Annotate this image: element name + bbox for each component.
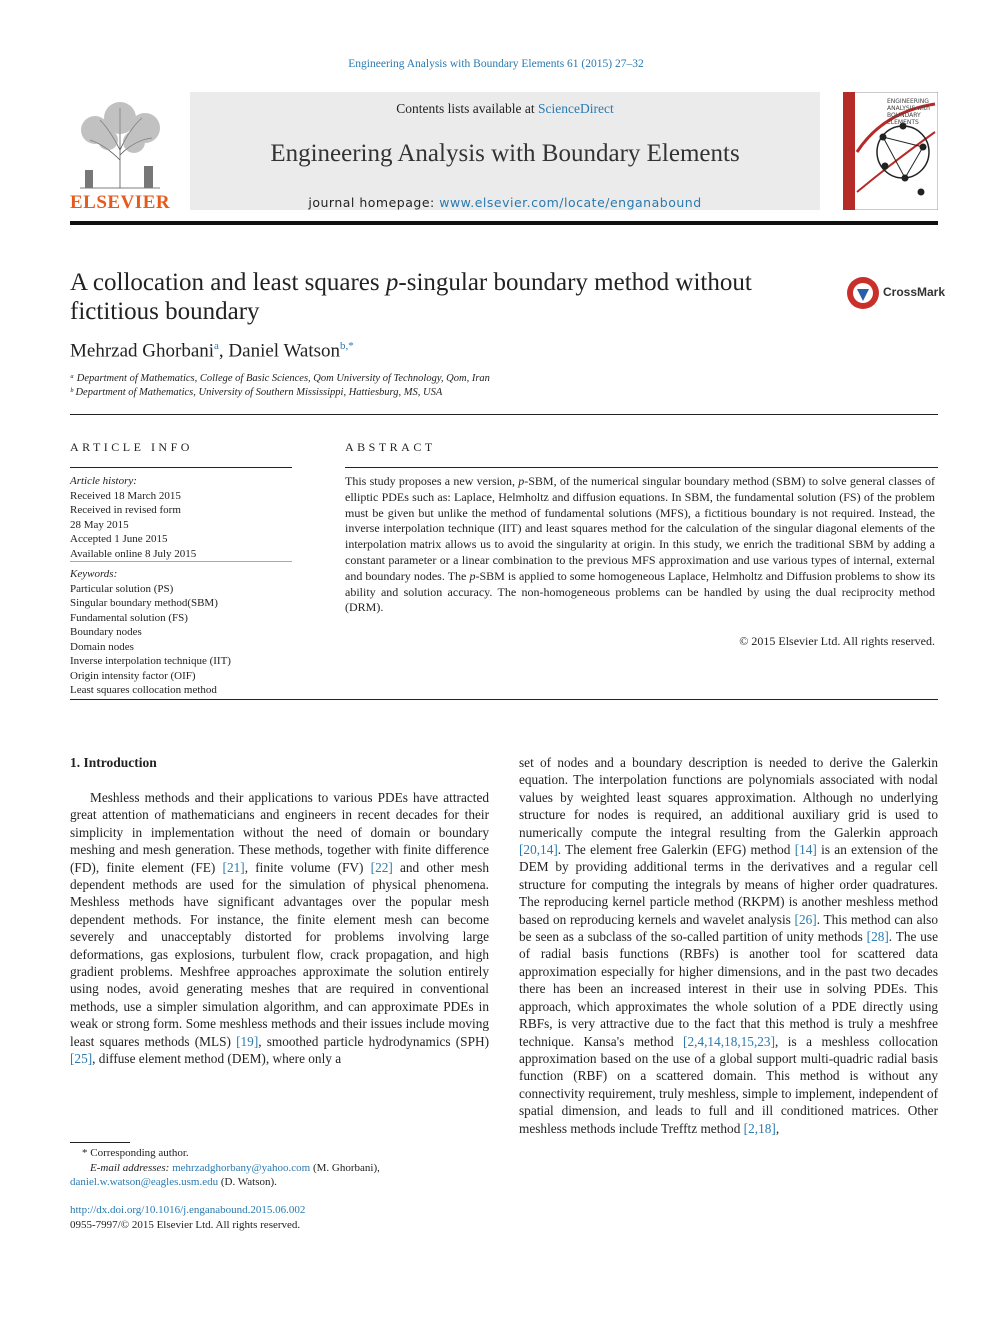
intro-column-left (70, 789, 489, 1068)
author-name: Daniel Watson (228, 340, 340, 362)
history-item: Received in revised form (70, 504, 181, 516)
body-text: set of nodes and a boundary description is needed to derive the Galerkin equation. The interpolation functions are polynomials associated with nodal values by weighted least squares approximation. Although no underlying structure for nodes is required, an additional auxiliary grid is used to numerically compute the integral resulting from the Galerkin approach (519, 755, 938, 840)
email-line (70, 1175, 277, 1190)
abstract-part: -SBM, of the numerical singular boundary method (SBM) to solve general classes of elliptic PDEs such as: Laplace, Helmholtz and diffusion equations. In SBM, the fundamental solution (FS) of the problem must be given but unlike the method of fundamental solutions (MFS), a fictitious boundary is not required. Instead, the inverse interpolation technique (IIT) and least squares method for the calculation of the singular diagonal elements of the interpolation matrix allows us to avoid the singularity at origin. In this study, we enrich the traditional SBM by adding a constant parameter or a linear combination to the previous MFS approximation and use various types of internal, external and boundary nodes. The (345, 474, 935, 583)
publisher-name: ELSEVIER (70, 192, 171, 213)
cover-text-3: BOUNDARY (887, 112, 921, 119)
keyword-item: Singular boundary method(SBM) (70, 597, 218, 609)
citation-link[interactable]: [26] (794, 911, 817, 927)
journal-homepage (190, 195, 820, 210)
affiliation-a: ᵃ Department of Mathematics, College of Basic Sciences, Qom University of Technology, Qom, Iran (70, 373, 490, 384)
keywords-label: Keywords: (70, 568, 118, 580)
affiliation-marker[interactable]: b,* (340, 340, 354, 352)
cover-text-1: ENGINEERING (887, 98, 929, 105)
abstract-rule (345, 467, 938, 468)
email-owner: (M. Ghorbani), (310, 1162, 380, 1174)
keyword-item: Particular solution (PS) (70, 582, 174, 595)
homepage-prefix: journal homepage: (308, 195, 440, 210)
paper-title (70, 268, 830, 326)
email-label: E-mail addresses: (90, 1162, 173, 1174)
cover-text-4: ELEMENTS (887, 119, 919, 126)
title-part-2: -singular boundary method without (398, 269, 752, 296)
article-info-rule (70, 467, 292, 468)
keyword-item: Inverse interpolation technique (IIT) (70, 655, 231, 667)
abstract-part: -SBM is applied to some homogeneous Laplace, Helmholtz and Diffusion problems to show its ability and solution accuracy. The non-homogeneous problems can be handled by using the dual reciprocity method (DRM). (345, 568, 935, 615)
body-text: Meshless methods and their applications to various PDEs have attracted great attention of mathematicians and engineers in recent decades for their simplicity in implementation without the need of domain or boundary meshing and mesh generation. These methods, together with finite difference (FD), finite element (FE) (70, 790, 489, 875)
header-divider (70, 221, 938, 225)
history-rule (70, 561, 292, 562)
homepage-link[interactable]: www.elsevier.com/locate/enganabound (439, 195, 702, 210)
history-item: Accepted 1 June 2015 (70, 533, 168, 545)
email-link[interactable]: daniel.w.watson@eagles.usm.edu (70, 1176, 219, 1188)
affiliation-b: ᵇ Department of Mathematics, University of Southern Mississippi, Hattiesburg, MS, USA (70, 387, 443, 398)
section-divider (70, 699, 938, 700)
citation-link[interactable]: [2,18] (743, 1120, 776, 1136)
doi-url[interactable]: http://dx.doi.org/10.1016/j.enganabound.2015.06.002 (70, 1204, 306, 1216)
citation-link[interactable]: [21] (222, 859, 245, 875)
contents-line (190, 101, 820, 117)
body-text: and other mesh dependent methods are used for the simulation of physical phenomena. Meshless methods have significant advantages over the popular mesh dependent methods. For instance, the finite element mesh can become severely and unacceptably distorted for problems involving large deformations, gas explosions, turbulent flow, crack propagation, and high gradient problems. Meshfree approaches approximate the solution entirely using nodes, avoid generating meshes that are required in conventional methods, use a simpler simulation algorithm, and can approximate PDEs in weak or strong form. Some meshless methods and their issues include moving least squares methods (MLS) (70, 859, 490, 1049)
author-separator: , (218, 340, 229, 362)
section-divider (70, 414, 938, 415)
history-item: Available online 8 July 2015 (70, 547, 197, 560)
author-list (70, 340, 354, 362)
title-part-3: fictitious boundary (70, 298, 260, 325)
keywords (70, 567, 231, 698)
keyword-item: Domain nodes (70, 640, 134, 653)
author-name: Mehrzad Ghorbani (70, 340, 215, 362)
body-text: , finite volume (FV) (244, 859, 371, 875)
history-item: 28 May 2015 (70, 518, 129, 531)
crossmark-label: CrossMark (883, 285, 946, 299)
journal-cover-thumbnail[interactable] (843, 92, 938, 210)
body-text: . The use of radial basis functions (RBFs) is another tool for scattered data approximation especially for higher dimensions, and in the past two decades there has been an increased interest in their use in solving PDEs. This approach, which approximates the whole solution of a PDE directly using RBFs, is very attractive due to the fact that this method is truly a meshfree technique. Kansa's method (519, 929, 938, 1049)
abstract-text (345, 474, 935, 616)
body-text: , smoothed particle hydrodynamics (SPH) (258, 1033, 489, 1049)
crossmark-icon (845, 275, 881, 311)
cover-text-2: ANALYSIS with (887, 105, 930, 112)
journal-title: Engineering Analysis with Boundary Elements (270, 140, 740, 167)
article-info-heading: ARTICLE INFO (70, 440, 193, 454)
email-link[interactable]: mehrzadghorbany@yahoo.com (172, 1162, 311, 1174)
journal-reference[interactable]: Engineering Analysis with Boundary Elements 61 (2015) 27–32 (348, 58, 644, 70)
abstract-italic-p: p (518, 474, 525, 488)
article-history (70, 474, 196, 561)
citation-link[interactable]: [28] (866, 929, 889, 945)
email-owner: (D. Watson). (218, 1176, 277, 1188)
keyword-item: Fundamental solution (FS) (70, 611, 188, 624)
title-part-1: A collocation and least squares (70, 269, 386, 296)
affiliation-marker[interactable]: a (214, 340, 219, 352)
body-text: is an extension of the DEM by providing additional terms in the derivatives and a regular cell structure for computing the integrals by means of higher order quadratures. The reproducing kernel particle method (RKPM) is another meshless method based on reproducing kernels and wavelet analysis (519, 842, 938, 927)
footnote-rule (70, 1142, 130, 1143)
abstract-part: This study proposes a new version, (345, 474, 519, 488)
body-text: . This method can also be seen as a subclass of the so-called partition of unity methods (519, 911, 938, 945)
citation-link[interactable]: [14] (794, 842, 817, 858)
issn-copyright: 0955-7997/© 2015 Elsevier Ltd. All rights reserved. (70, 1219, 301, 1231)
crossmark-badge[interactable] (845, 275, 946, 311)
corresponding-author-note: * Corresponding author. (82, 1147, 189, 1159)
history-item: Received 18 March 2015 (70, 489, 181, 502)
intro-column-right (519, 754, 938, 1137)
keyword-item: Origin intensity factor (OIF) (70, 669, 196, 682)
citation-link[interactable]: [20,14] (519, 842, 558, 858)
body-text: , (775, 1120, 780, 1136)
body-text: , diffuse element method (DEM), where only a (92, 1051, 342, 1067)
history-label: Article history: (70, 475, 137, 487)
contents-prefix: Contents lists available at (396, 101, 538, 116)
body-text: . The element free Galerkin (EFG) method (557, 842, 795, 858)
keyword-item: Least squares collocation method (70, 684, 217, 696)
citation-link[interactable]: [22] (370, 859, 393, 875)
citation-link[interactable]: [19] (236, 1033, 259, 1049)
section-heading-introduction: 1. Introduction (70, 755, 157, 770)
abstract-heading: ABSTRACT (345, 440, 436, 454)
keyword-item: Boundary nodes (70, 626, 142, 638)
citation-link[interactable]: [2,4,14,18,15,23] (683, 1033, 776, 1049)
doi-link[interactable] (70, 1203, 305, 1218)
body-text: , is a meshless collocation approximation based on the use of a global support multi-quadric radial basis function (RBF) on a scattered domain. This method is without any connectivity requirement, truly meshless, simple to implement, independent of spatial dimension, and leads to full and ill conditioned matrices. Other meshless methods include Trefftz method (519, 1033, 938, 1136)
email-line (90, 1161, 380, 1176)
title-p: p (385, 269, 399, 296)
abstract-italic-p: p (469, 568, 476, 583)
abstract-copyright: © 2015 Elsevier Ltd. All rights reserved. (739, 634, 935, 648)
sciencedirect-link[interactable]: ScienceDirect (538, 101, 614, 116)
citation-link[interactable]: [25] (70, 1051, 93, 1067)
